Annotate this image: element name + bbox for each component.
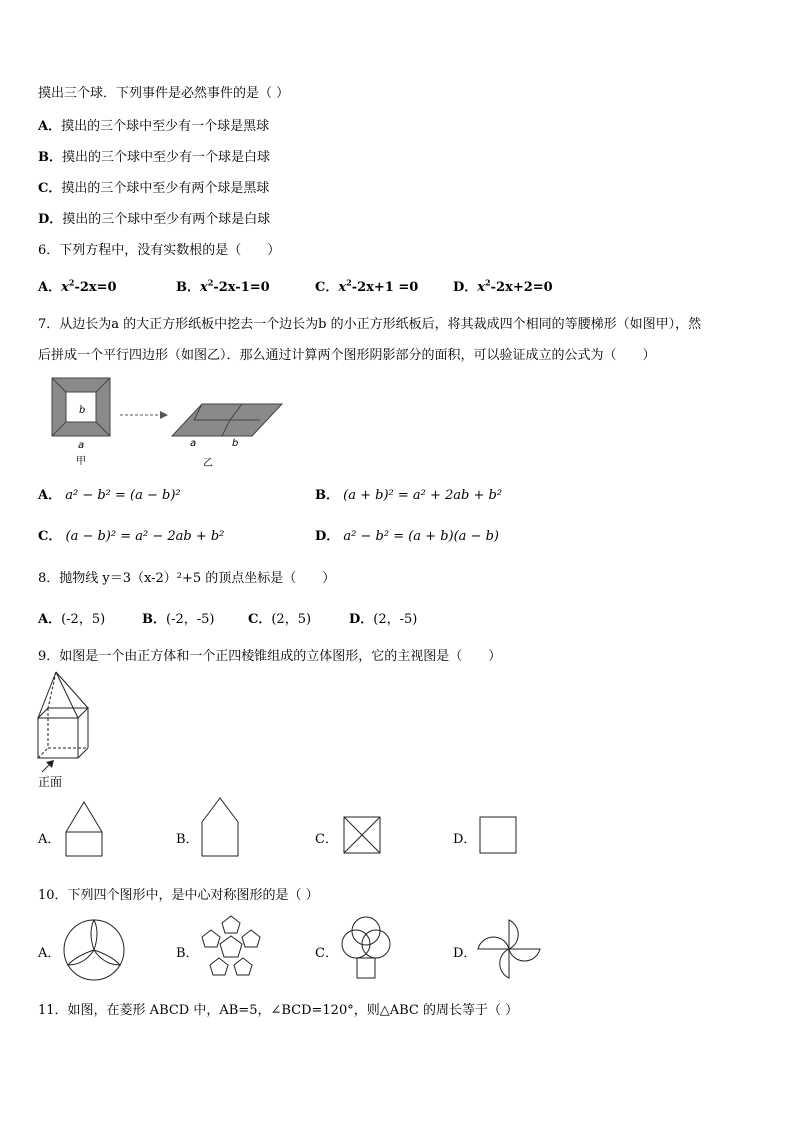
q7-inner-label-b: b <box>79 405 86 416</box>
q8-option-b: B．(-2，-5) <box>142 612 215 627</box>
q10-option-b-figure <box>198 914 264 982</box>
q9-solid-figure <box>34 670 92 770</box>
q10-option-d-label: D． <box>453 946 477 961</box>
q9-front-label: 正面 <box>38 775 63 789</box>
q5-option-a: A．摸出的三个球中至少有一个球是黑球 <box>38 119 270 134</box>
q9-stem: 9．如图是一个由正方体和一个正四棱锥组成的立体图形，它的主视图是（ ） <box>38 649 502 664</box>
q10-option-b-label: B． <box>176 946 199 961</box>
q9-option-c-label: C． <box>315 832 338 847</box>
q7-stem-line2: 后拼成一个平行四边形（如图乙）．那么通过计算两个图形阴影部分的面积，可以验证成立的公式为（ ） <box>38 348 656 363</box>
q10-option-a-figure <box>62 918 126 982</box>
q10-option-c-label: C． <box>315 946 338 961</box>
q9-option-c-figure <box>343 816 383 856</box>
q9-option-a-label: A． <box>38 832 61 847</box>
q6-option-b: B．$x^2-2x-1=0$ <box>176 277 270 295</box>
q9-option-a-figure <box>64 800 106 858</box>
q5-option-d: D．摸出的三个球中至少有两个球是白球 <box>38 212 271 227</box>
q7-option-b: B． (a + b)² = a² + 2ab + b² <box>315 488 503 503</box>
q9-option-d-label: D． <box>453 832 477 847</box>
q10-option-d-figure <box>476 918 542 980</box>
q7-par-label-b: b <box>232 438 239 449</box>
q6-option-a: A．$x^2-2x=0$ <box>38 277 117 295</box>
q5-option-c: C．摸出的三个球中至少有两个球是黑球 <box>38 181 270 196</box>
q7-option-c: C． (a − b)² = a² − 2ab + b² <box>38 529 225 544</box>
q9-option-b-figure <box>200 796 242 858</box>
q7-option-d: D． a² − b² = (a + b)(a − b) <box>315 529 499 544</box>
q8-option-c: C．(2，5) <box>248 612 312 627</box>
q6-option-c: C．$x^2-2x+1 =0$ <box>315 277 419 295</box>
q7-par-label-a: a <box>190 438 197 449</box>
q8-stem: 8．抛物线 y＝3（x-2）²+5 的顶点坐标是（ ） <box>38 571 336 586</box>
q8-option-a: A．(-2，5) <box>38 612 106 627</box>
q10-stem: 10．下列四个图形中，是中心对称图形的是（ ） <box>38 888 319 903</box>
q6-stem: 6．下列方程中，没有实数根的是（ ） <box>38 243 281 258</box>
q7-option-a: A． a² − b² = (a − b)² <box>38 488 181 503</box>
q5-stem: 摸出三个球．下列事件是必然事件的是（ ） <box>38 86 290 101</box>
q11-stem: 11．如图，在菱形 ABCD 中，AB=5，∠BCD=120°，则△ABC 的周长等于（ ） <box>38 1003 519 1018</box>
q7-caption-jia: 甲 <box>76 456 86 467</box>
q9-option-b-label: B． <box>176 832 199 847</box>
q7-figure-jia <box>52 378 112 440</box>
q10-option-a-label: A． <box>38 946 61 961</box>
q7-bottom-label-a: a <box>78 440 85 451</box>
q9-option-d-figure <box>479 816 519 856</box>
q5-option-b: B．摸出的三个球中至少有一个球是白球 <box>38 150 271 165</box>
q6-option-d: D．$x^2-2x+2=0$ <box>453 277 553 295</box>
q7-stem-line1: 7．从边长为a 的大正方形纸板中挖去一个边长为b 的小正方形纸板后，将其裁成四个相同的等腰梯形（如图甲），然 <box>38 317 702 332</box>
q8-option-d: D．(2，-5) <box>349 612 418 627</box>
q7-figure-yi <box>172 402 284 440</box>
q7-arrow-icon <box>120 410 168 420</box>
q10-option-c-figure <box>338 916 394 982</box>
q7-caption-yi: 乙 <box>203 458 213 469</box>
